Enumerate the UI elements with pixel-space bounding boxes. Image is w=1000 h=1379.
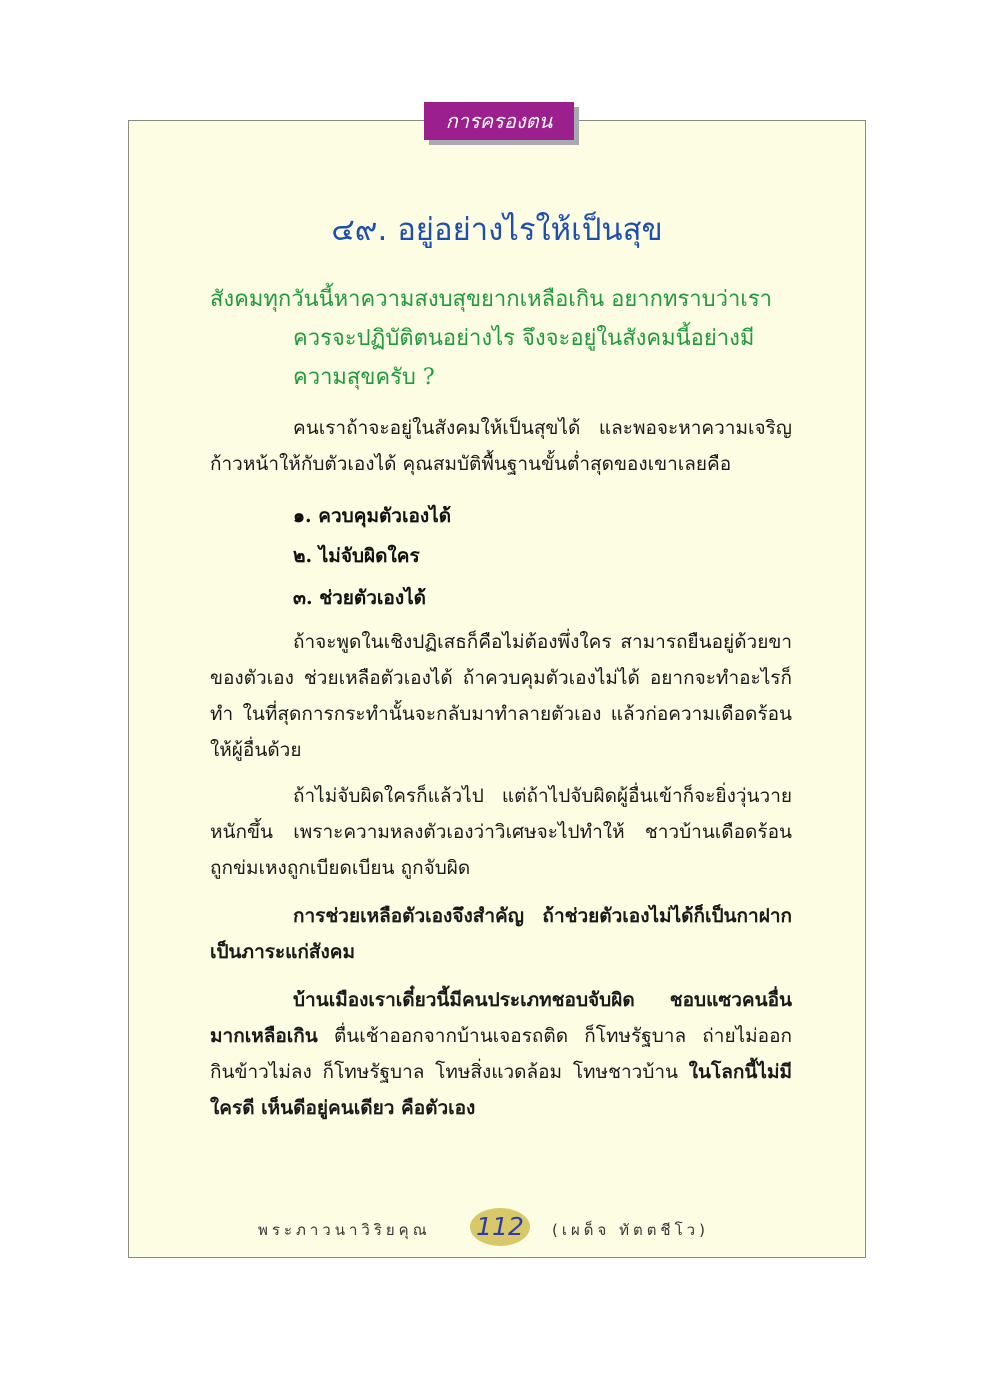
- list-item-2: ๒. ไม่จับผิดใคร: [293, 545, 420, 567]
- page-number: 112: [476, 1212, 524, 1241]
- chapter-title: ๔๙. อยู่อย่างไรให้เป็นสุข: [331, 212, 663, 248]
- paragraph-1: คนเราถ้าจะอยู่ในสังคมให้เป็นสุขได้ และพอจะหาความเจริญก้าวหน้าให้กับตัวเองได้ คุณสมบัติพื้นฐานขั้นต่ำสุดของเขาเลยคือ: [210, 417, 792, 475]
- paragraph-2: ถ้าจะพูดในเชิงปฏิเสธก็คือไม่ต้องพึ่งใคร สามารถยืนอยู่ด้วยขาของตัวเอง ช่วยเหลือตัวเองได้ ถ้าควบคุมตัวเองไม่ได้ อยากจะทำอะไรก็ทำ ในที่สุดการกระทำนั้นจะกลับมาทำลายตัวเอง แล้วก่อความเดือดร้อนให้ผู้อื่นด้วย: [210, 631, 792, 761]
- list-item-3: ๓. ช่วยตัวเองได้: [293, 587, 426, 609]
- question-first-line: สังคมทุกวันนี้หาความสงบสุขยากเหลือเกิน อยากทราบว่าเรา: [210, 287, 772, 312]
- paragraph-3: ถ้าไม่จับผิดใครก็แล้วไป แต่ถ้าไปจับผิดผู้อื่นเข้าก็จะยิ่งวุ่นวายหนักขึ้น เพราะความหลงตัวเองว่าวิเศษจะไปทำให้ ชาวบ้านเดือดร้อน ถูกข่มเหงถูกเบียดเบียน ถูกจับผิด: [210, 785, 792, 879]
- footer-author-name: (เผด็จ ทัตตชีโว): [552, 1221, 709, 1239]
- list-item-1: ๑. ควบคุมตัวเองได้: [293, 505, 452, 527]
- paragraph-5: [210, 982, 792, 1126]
- footer-author: พระภาวนาวิริยคุณ: [258, 1221, 431, 1239]
- question-block: [210, 280, 800, 397]
- section-tab: การครองตน: [424, 102, 574, 140]
- paragraph-5-bold-start: บ้านเมืองเราเดี๋ยวนี้มีคนประเภทชอบจับผิด ชอบแซวคนอื่นมากเหลือเกิน: [210, 989, 792, 1047]
- paragraph-4: การช่วยเหลือตัวเองจึงสำคัญ ถ้าช่วยตัวเองไม่ได้ก็เป็นกาฝาก เป็นภาระแก่สังคม: [210, 905, 792, 963]
- paragraph-5-text: ตื่นเช้าออกจากบ้านเจอรถติด ก็โทษรัฐบาล ถ่ายไม่ออก กินข้าวไม่ลง ก็โทษรัฐบาล โทษสิ่งแวดล้อม โทษชาวบ้าน: [210, 1025, 792, 1083]
- question-rest: ควรจะปฏิบัติตนอย่างไร จึงจะอยู่ในสังคมนี้อย่างมี ความสุขครับ ?: [293, 326, 755, 390]
- paragraph-5-bold-end: ในโลกนี้ไม่มีใครดี เห็นดีอยู่คนเดียว คือตัวเอง: [210, 1061, 792, 1119]
